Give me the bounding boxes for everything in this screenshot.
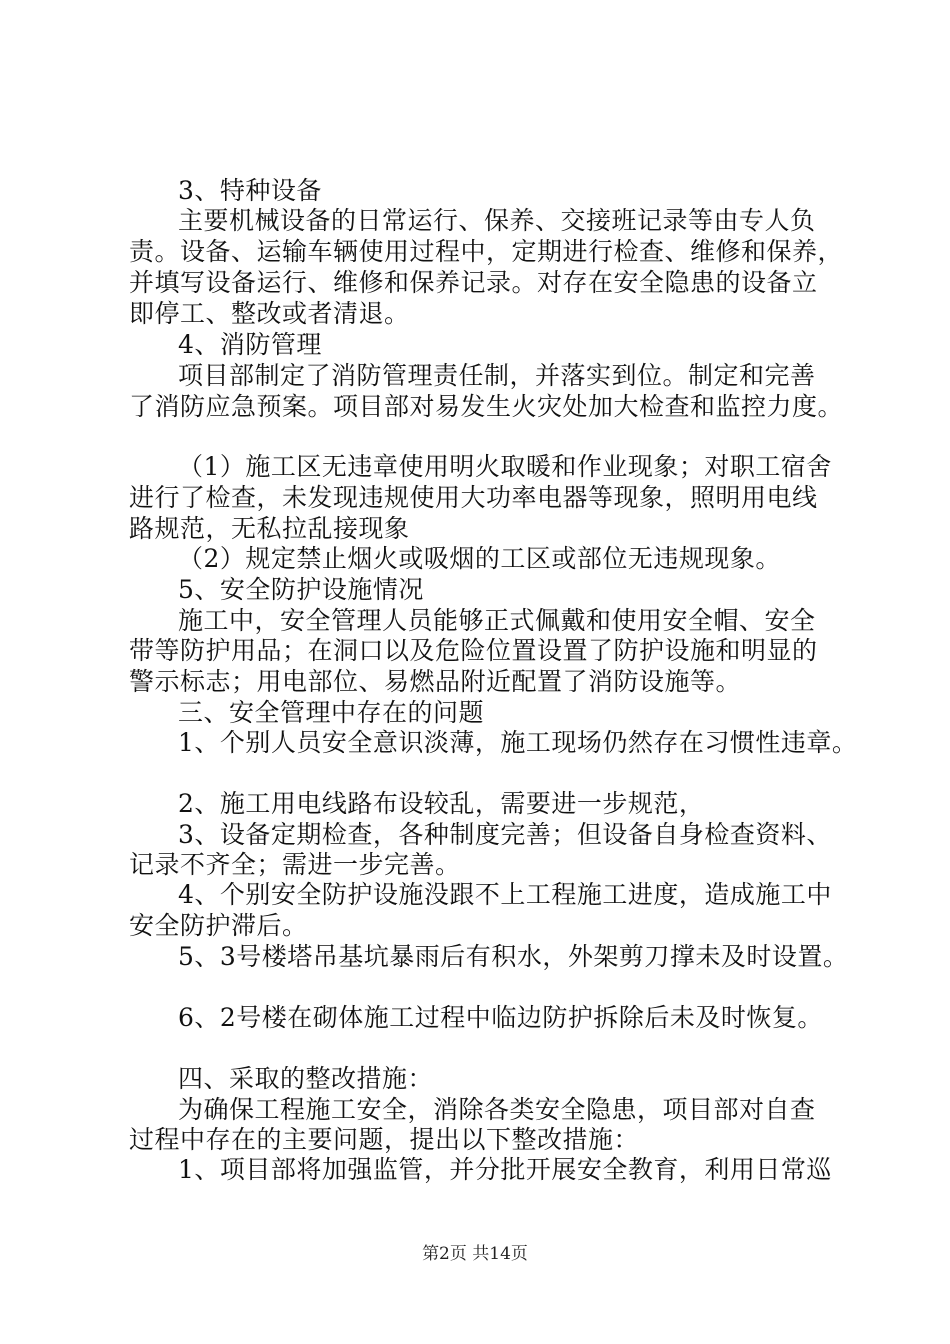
text-line: 1、个别人员安全意识淡薄，施工现场仍然存在习惯性违章。 (178, 728, 858, 757)
text-line: 5、3号楼塔吊基坑暴雨后有积水，外架剪刀撑未及时设置。 (178, 942, 849, 971)
text-line: 4、消防管理 (178, 330, 322, 359)
text-line: 项目部制定了消防管理责任制，并落实到位。制定和完善 (178, 361, 816, 390)
text-line: 路规范，无私拉乱接现象 (129, 514, 410, 543)
text-line: 记录不齐全；需进一步完善。 (129, 850, 461, 879)
text-line: 四、采取的整改措施： (178, 1064, 434, 1093)
page-footer: 第2页 共14页 (422, 1244, 528, 1264)
text-line: 3、设备定期检查，各种制度完善；但设备自身检查资料、 (178, 820, 832, 849)
text-line: 过程中存在的主要问题，提出以下整改措施： (129, 1125, 640, 1154)
text-line: 5、安全防护设施情况 (178, 575, 424, 604)
text-line: 3、特种设备 (178, 176, 322, 205)
text-line: 施工中，安全管理人员能够正式佩戴和使用安全帽、安全 (178, 606, 816, 635)
text-line: 主要机械设备的日常运行、保养、交接班记录等由专人负 (178, 206, 816, 235)
text-line: 了消防应急预案。项目部对易发生火灾处加大检查和监控力度。 (129, 392, 844, 421)
text-line: （1）施工区无违章使用明火取暖和作业现象；对职工宿舍 (178, 452, 832, 481)
text-line: 即停工、整改或者清退。 (129, 299, 410, 328)
text-line: 警示标志；用电部位、易燃品附近配置了消防设施等。 (129, 667, 742, 696)
text-line: 安全防护滞后。 (129, 911, 308, 940)
text-line: 4、个别安全防护设施没跟不上工程施工进度，造成施工中 (178, 880, 832, 909)
text-line: 并填写设备运行、维修和保养记录。对存在安全隐患的设备立 (129, 268, 818, 297)
text-line: 为确保工程施工安全，消除各类安全隐患，项目部对自查 (178, 1095, 816, 1124)
text-line: （2）规定禁止烟火或吸烟的工区或部位无违规现象。 (178, 544, 781, 573)
text-line: 6、2号楼在砌体施工过程中临边防护拆除后未及时恢复。 (178, 1003, 823, 1032)
text-line: 2、施工用电线路布设较乱，需要进一步规范， (178, 789, 705, 818)
text-line: 进行了检查，未发现违规使用大功率电器等现象，照明用电线 (129, 483, 818, 512)
text-line: 责。设备、运输车辆使用过程中，定期进行检查、维修和保养， (129, 237, 844, 266)
text-line: 带等防护用品；在洞口以及危险位置设置了防护设施和明显的 (129, 636, 818, 665)
text-line: 1、项目部将加强监管，并分批开展安全教育，利用日常巡 (178, 1155, 832, 1184)
text-line: 三、安全管理中存在的问题 (178, 698, 485, 727)
